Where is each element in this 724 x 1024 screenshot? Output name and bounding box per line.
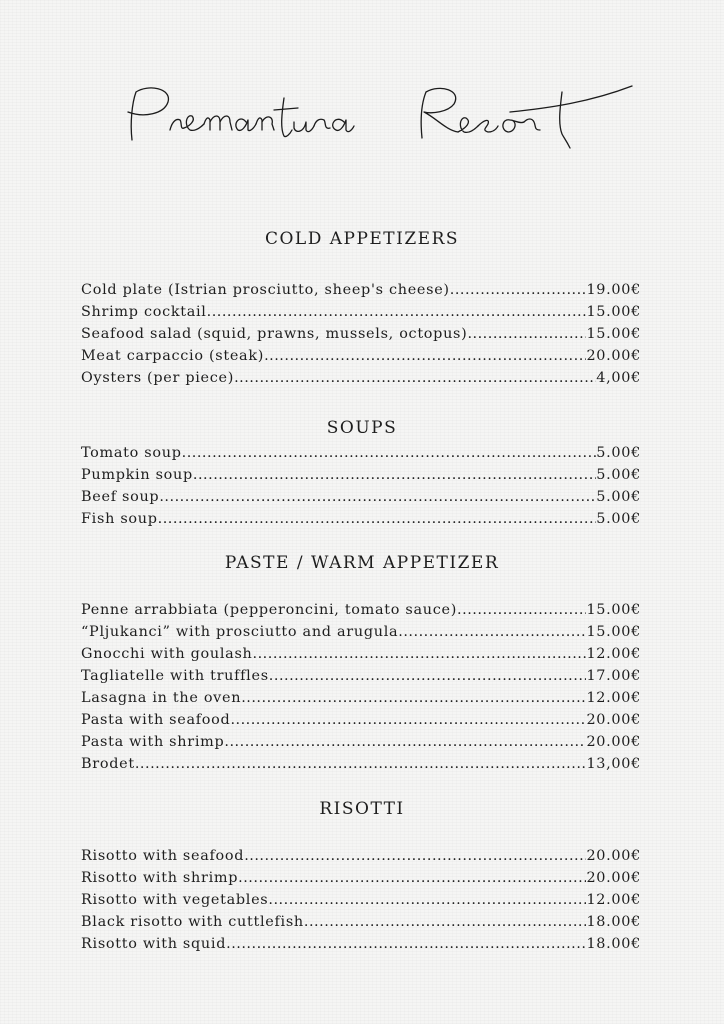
item-price: 20.00€: [586, 348, 641, 364]
item-name: Lasagna in the oven: [81, 690, 242, 706]
dot-leader: [253, 643, 587, 665]
dot-leader: [304, 911, 587, 933]
item-price: 15.00€: [586, 602, 641, 618]
paste-warm-appetizer-list: [81, 599, 641, 775]
item-name: Meat carpaccio (steak): [81, 348, 265, 364]
menu-item: [81, 464, 641, 486]
item-name: Beef soup: [81, 489, 160, 505]
menu-item: [81, 599, 641, 621]
item-price: 12.00€: [586, 646, 641, 662]
risotti-list: [81, 845, 641, 955]
section-title-cold-appetizers: COLD APPETIZERS: [264, 229, 460, 249]
item-price: 5.00€: [596, 467, 641, 483]
item-price: 4,00€: [596, 370, 641, 386]
menu-item: [81, 753, 641, 775]
item-price: 18.00€: [586, 936, 641, 952]
dot-leader: [269, 665, 587, 687]
menu-item: [81, 621, 641, 643]
item-price: 20.00€: [586, 734, 641, 750]
section-title-risotti: RISOTTI: [319, 799, 405, 819]
menu-item: [81, 643, 641, 665]
item-name: Shrimp cocktail: [81, 304, 207, 320]
item-price: 15.00€: [586, 624, 641, 640]
dot-leader: [193, 464, 596, 486]
menu-item: [81, 933, 641, 955]
menu-item: [81, 508, 641, 530]
item-price: 12.00€: [586, 690, 641, 706]
menu-item: [81, 279, 641, 301]
soups-list: [81, 442, 641, 530]
dot-leader: [244, 845, 586, 867]
dot-leader: [264, 345, 586, 367]
item-price: 20.00€: [586, 712, 641, 728]
item-name: Penne arrabbiata (pepperoncini, tomato sauce): [81, 602, 458, 618]
item-name: Risotto with vegetables: [81, 892, 269, 908]
menu-item: [81, 367, 641, 389]
menu-item: [81, 911, 641, 933]
menu-item: [81, 731, 641, 753]
dot-leader: [450, 279, 587, 301]
item-price: 15.00€: [586, 304, 641, 320]
item-name: Black risotto with cuttlefish: [81, 914, 304, 930]
item-price: 20.00€: [586, 870, 641, 886]
item-price: 13,00€: [586, 756, 641, 772]
menu-item: [81, 845, 641, 867]
menu-item: [81, 442, 641, 464]
dot-leader: [224, 731, 586, 753]
menu-item: [81, 665, 641, 687]
item-name: Risotto with seafood: [81, 848, 245, 864]
dot-leader: [182, 442, 597, 464]
dot-leader: [241, 687, 586, 709]
menu-item: [81, 687, 641, 709]
item-name: Seafood salad (squid, prawns, mussels, octopus): [81, 326, 468, 342]
dot-leader: [226, 933, 586, 955]
item-name: Tagliatelle with truffles: [81, 668, 269, 684]
item-price: 19.00€: [586, 282, 641, 298]
resort-logo: [110, 78, 640, 168]
item-name: Risotto with squid: [81, 936, 227, 952]
item-name: Cold plate (Istrian prosciutto, sheep's cheese): [81, 282, 450, 298]
item-price: 20.00€: [586, 848, 641, 864]
item-name: Oysters (per piece): [81, 370, 235, 386]
section-title-paste-warm-appetizer: PASTE / WARM APPETIZER: [224, 553, 500, 573]
menu-item: [81, 301, 641, 323]
item-name: Brodet: [81, 756, 135, 772]
item-name: Gnocchi with goulash: [81, 646, 253, 662]
item-price: 5.00€: [596, 489, 641, 505]
item-name: Risotto with shrimp: [81, 870, 239, 886]
dot-leader: [268, 889, 586, 911]
item-name: Pumpkin soup: [81, 467, 193, 483]
section-title-soups: SOUPS: [326, 418, 398, 438]
item-name: “Pljukanci” with prosciutto and arugula: [81, 624, 399, 640]
item-price: 12.00€: [586, 892, 641, 908]
menu-item: [81, 345, 641, 367]
menu-item: [81, 486, 641, 508]
cold-appetizers-list: [81, 279, 641, 389]
menu-item: [81, 323, 641, 345]
dot-leader: [457, 599, 586, 621]
menu-item: [81, 867, 641, 889]
item-price: 5.00€: [596, 511, 641, 527]
dot-leader: [135, 753, 587, 775]
dot-leader: [238, 867, 586, 889]
item-name: Tomato soup: [81, 445, 182, 461]
dot-leader: [159, 486, 596, 508]
menu-item: [81, 709, 641, 731]
item-name: Fish soup: [81, 511, 158, 527]
dot-leader: [398, 621, 586, 643]
dot-leader: [207, 301, 587, 323]
dot-leader: [158, 508, 597, 530]
item-price: 18.00€: [586, 914, 641, 930]
dot-leader: [467, 323, 586, 345]
dot-leader: [230, 709, 586, 731]
menu-item: [81, 889, 641, 911]
item-price: 17.00€: [586, 668, 641, 684]
item-price: 15.00€: [586, 326, 641, 342]
dot-leader: [234, 367, 596, 389]
item-name: Pasta with shrimp: [81, 734, 225, 750]
item-price: 5.00€: [596, 445, 641, 461]
item-name: Pasta with seafood: [81, 712, 231, 728]
